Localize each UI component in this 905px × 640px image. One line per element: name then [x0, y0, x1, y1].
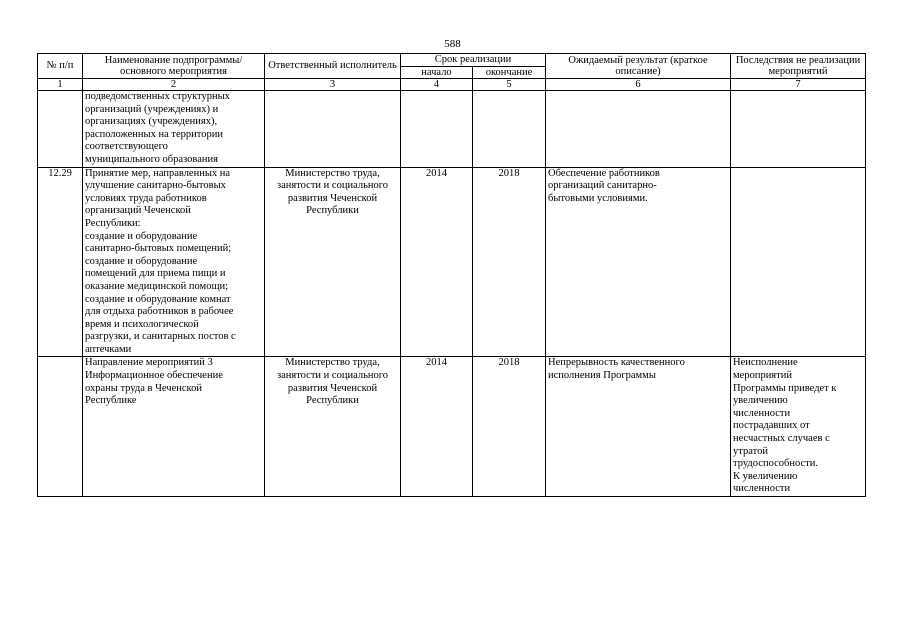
- column-number: 4: [401, 79, 473, 91]
- table-row: [38, 91, 866, 168]
- row-name: Принятие мер, направленных на улучшение санитарно-бытовых условиях труда работников организаций Чеченской Республики: создание и оборудование санитарно-бытовых помещений; создание и оборудование помещений для приема пищи и оказание медицинской помощи; создание и оборудование комнат для отдыха работников в рабочее время и психологической разгрузки, и санитарных постов с аптечками: [83, 167, 265, 357]
- column-number: 2: [83, 79, 265, 91]
- row-start: [401, 91, 473, 168]
- row-start: 2014: [401, 167, 473, 357]
- table-row: [38, 167, 866, 357]
- row-end: [473, 91, 546, 168]
- column-number: 6: [546, 79, 731, 91]
- row-num: [38, 357, 83, 497]
- row-end: 2018: [473, 167, 546, 357]
- header-row: [38, 54, 866, 67]
- row-result: [546, 91, 731, 168]
- column-number-row: [38, 79, 866, 91]
- row-name: подведомственных структурных организаций (учреждениях) и организациях (учреждениях), расположенных на территории соответствующего муниципального образования: [83, 91, 265, 168]
- row-responsible: Министерство труда, занятости и социального развития Чеченской Республики: [265, 167, 401, 357]
- row-consequences: [731, 167, 866, 357]
- row-name: Направление мероприятий 3 Информационное обеспечение охраны труда в Чеченской Республике: [83, 357, 265, 497]
- column-number: 7: [731, 79, 866, 91]
- row-responsible: [265, 91, 401, 168]
- row-consequences: Неисполнение мероприятий Программы приведет к увеличению численности пострадавших от несчастных случаев с утратой трудоспособности. К увеличению численности: [731, 357, 866, 497]
- row-result: Обеспечение работников организаций санитарно- бытовыми условиями.: [546, 167, 731, 357]
- program-table: [37, 53, 866, 497]
- header-end: окончание: [473, 66, 546, 79]
- column-number: 3: [265, 79, 401, 91]
- header-period: Срок реализации: [401, 54, 546, 67]
- column-number: 1: [38, 79, 83, 91]
- column-number: 5: [473, 79, 546, 91]
- row-end: 2018: [473, 357, 546, 497]
- row-num: 12.29: [38, 167, 83, 357]
- row-responsible: Министерство труда, занятости и социального развития Чеченской Республики: [265, 357, 401, 497]
- table-row: [38, 357, 866, 497]
- header-responsible: Ответственный исполнитель: [265, 54, 401, 79]
- header-consequences: Последствия не реализации мероприятий: [731, 54, 866, 79]
- header-num: № п/п: [38, 54, 83, 79]
- row-start: 2014: [401, 357, 473, 497]
- row-num: [38, 91, 83, 168]
- header-start: начало: [401, 66, 473, 79]
- header-name: Наименование подпрограммы/ основного мероприятия: [83, 54, 265, 79]
- row-result: Непрерывность качественного исполнения Программы: [546, 357, 731, 497]
- page-number: 588: [444, 38, 461, 50]
- row-consequences: [731, 91, 866, 168]
- header-result: Ожидаемый результат (краткое описание): [546, 54, 731, 79]
